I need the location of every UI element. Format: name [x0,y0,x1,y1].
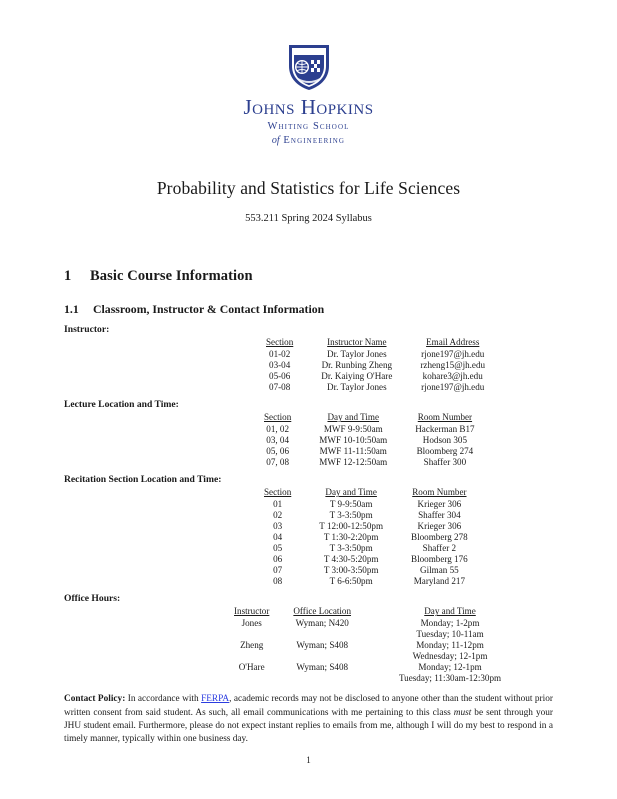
table-row [250,445,489,456]
cell-room: Shaffer 2 [422,542,457,553]
page-title: Probability and Statistics for Life Sciences [156,178,461,199]
section-title-1: Basic Course Information [90,268,253,285]
cell-office [281,628,363,639]
cell-instructor [222,672,281,683]
jhu-wordmark: Johns Hopkins [243,95,374,119]
cell-day-time: MWF 12-12:50am [319,456,388,467]
table-row [252,381,499,392]
cell-room: Shaffer 304 [418,509,461,520]
table-row [222,672,537,683]
table-row [252,370,499,381]
cell-section: 05, 06 [266,445,289,456]
col-header-day-time: Day and Time [325,487,377,498]
cell-day-time: Tuesday; 11:30am-12:30pm [398,672,502,683]
col-header-section: Section [264,412,292,423]
col-header-day-time: Day and Time [424,606,476,617]
cell-instructor: Dr. Kaiying O'Hare [321,370,393,381]
table-row [222,639,537,650]
label-instructor: Instructor: [64,324,110,336]
table-row [252,348,499,359]
cell-section: 07-08 [269,381,291,392]
cell-day-time: T 3-3:50pm [329,542,373,553]
col-header-instructor-name: Instructor Name [327,337,387,348]
recitation-table [250,487,482,586]
col-header-section: Section [264,487,292,498]
label-office-hours: Office Hours: [64,593,121,605]
cell-day-time: Wednesday; 12-1pm [412,650,488,661]
division-line-2 [64,134,553,148]
cell-section: 02 [273,509,283,520]
cell-room: Bloomberg 278 [411,531,468,542]
cell-day-time: Monday; 11-12pm [416,639,484,650]
col-header-email-address: Email Address [426,337,480,348]
cell-room: Maryland 217 [413,575,465,586]
subsection-heading-1-1 [64,302,553,317]
contact-policy-label: Contact Policy: [64,694,126,705]
cell-instructor: Zheng [240,639,264,650]
cell-section: 01, 02 [266,423,289,434]
cell-office [281,672,363,683]
table-row [250,531,482,542]
cell-day-time: Monday; 12-1pm [418,661,482,672]
cell-day-time: T 12:00-12:50pm [319,520,384,531]
masthead [64,0,553,148]
cell-instructor: Jones [241,617,262,628]
table-row [222,628,537,639]
instructor-table [252,337,499,392]
cell-email: rzheng15@jh.edu [420,359,486,370]
cell-instructor: Dr. Runbing Zheng [321,359,393,370]
table-row [250,542,482,553]
cell-section: 06 [273,553,283,564]
table-row [250,520,482,531]
table-row [250,564,482,575]
cell-room: Bloomberg 176 [411,553,468,564]
cell-section: 01-02 [269,348,291,359]
cell-office: Wyman; S408 [296,639,349,650]
contact-policy-text-2: , academic records may not be disclosed to anyone other than the student without prior written consent from said student. As such, all email communications with me pertaining to this class [64,694,553,718]
cell-email: rjone197@jh.edu [421,381,485,392]
contact-policy-text-3: be sent through your JHU student email. Furthermore, please do not expect instant replies to emails from me, although I will do my best to respond in a timely manner, typically within one business day. [64,707,553,744]
page-number: 1 [306,755,311,765]
table-row [222,617,537,628]
cell-section: 03, 04 [266,434,289,445]
cell-instructor: O'Hare [238,661,265,672]
table-header-row [252,337,499,348]
cell-office: Wyman; N420 [295,617,349,628]
division-engineering: Engineering [283,135,346,147]
cell-section: 04 [273,531,283,542]
col-header-day-time: Day and Time [327,412,380,423]
jhu-shield-icon [286,42,332,92]
cell-room: Hodson 305 [422,434,468,445]
contact-policy-paragraph [64,693,553,746]
cell-day-time: T 9-9:50am [329,498,373,509]
label-recitation-location: Recitation Section Location and Time: [64,474,222,486]
cell-section: 01 [273,498,283,509]
division-of: of [271,135,280,147]
col-header-instructor: Instructor [234,606,270,617]
cell-room: Hackerman B17 [415,423,475,434]
col-header-section: Section [266,337,294,348]
table-row [250,456,489,467]
contact-policy-emphasis: must [453,707,472,718]
office-hours-table [222,606,537,683]
subsection-number-1-1: 1.1 [64,302,79,317]
table-row [222,661,537,672]
cell-day-time: T 3-3:50pm [329,509,373,520]
cell-section: 03-04 [269,359,291,370]
cell-day-time: Monday; 1-2pm [420,617,480,628]
cell-office [281,650,363,661]
page-subtitle: 553.211 Spring 2024 Syllabus [245,213,372,225]
table-header-row [222,606,537,617]
subsection-title-1-1: Classroom, Instructor & Contact Information [93,302,325,317]
cell-room: Shaffer 300 [423,456,467,467]
cell-instructor: Dr. Taylor Jones [327,381,387,392]
cell-day-time: T 3:00-3:50pm [323,564,379,575]
cell-section: 05 [273,542,283,553]
ferpa-link[interactable]: FERPA [201,694,230,705]
table-header-row [250,412,489,423]
cell-instructor [222,650,281,661]
cell-section: 03 [273,520,283,531]
cell-section: 08 [273,575,283,586]
cell-day-time: MWF 10-10:50am [319,434,388,445]
cell-day-time: T 6-6:50pm [329,575,373,586]
table-row [250,498,482,509]
table-row [250,423,489,434]
cell-day-time: T 1:30-2:20pm [323,531,379,542]
cell-office: Wyman; S408 [296,661,349,672]
contact-policy-text-1: In accordance with [125,694,202,705]
section-number-1: 1 [64,268,72,285]
cell-section: 07, 08 [266,456,289,467]
cell-email: kohare3@jh.edu [422,370,483,381]
label-lecture-location: Lecture Location and Time: [64,399,179,411]
table-header-row [250,487,482,498]
cell-room: Bloomberg 274 [416,445,474,456]
section-heading-1 [64,268,553,285]
cell-email: rjone197@jh.edu [421,348,485,359]
col-header-room-number: Room Number [417,412,473,423]
table-row [252,359,499,370]
table-row [250,434,489,445]
cell-section: 07 [273,564,283,575]
cell-room: Krieger 306 [417,498,462,509]
cell-instructor: Dr. Taylor Jones [327,348,387,359]
cell-day-time: MWF 9-9:50am [323,423,383,434]
table-row [222,650,537,661]
cell-room: Krieger 306 [417,520,462,531]
col-header-office-location: Office Location [293,606,352,617]
table-row [250,553,482,564]
lecture-table [250,412,489,467]
table-row [250,575,482,586]
cell-day-time: Tuesday; 10-11am [416,628,484,639]
cell-instructor [222,628,281,639]
table-row [250,509,482,520]
col-header-room-number: Room Number [412,487,467,498]
jhu-division [64,120,553,148]
division-line-1: Whiting School [267,121,350,133]
cell-room: Gilman 55 [420,564,459,575]
cell-day-time: MWF 11-11:50am [319,445,387,456]
cell-day-time: T 4:30-5:20pm [323,553,379,564]
cell-section: 05-06 [269,370,291,381]
